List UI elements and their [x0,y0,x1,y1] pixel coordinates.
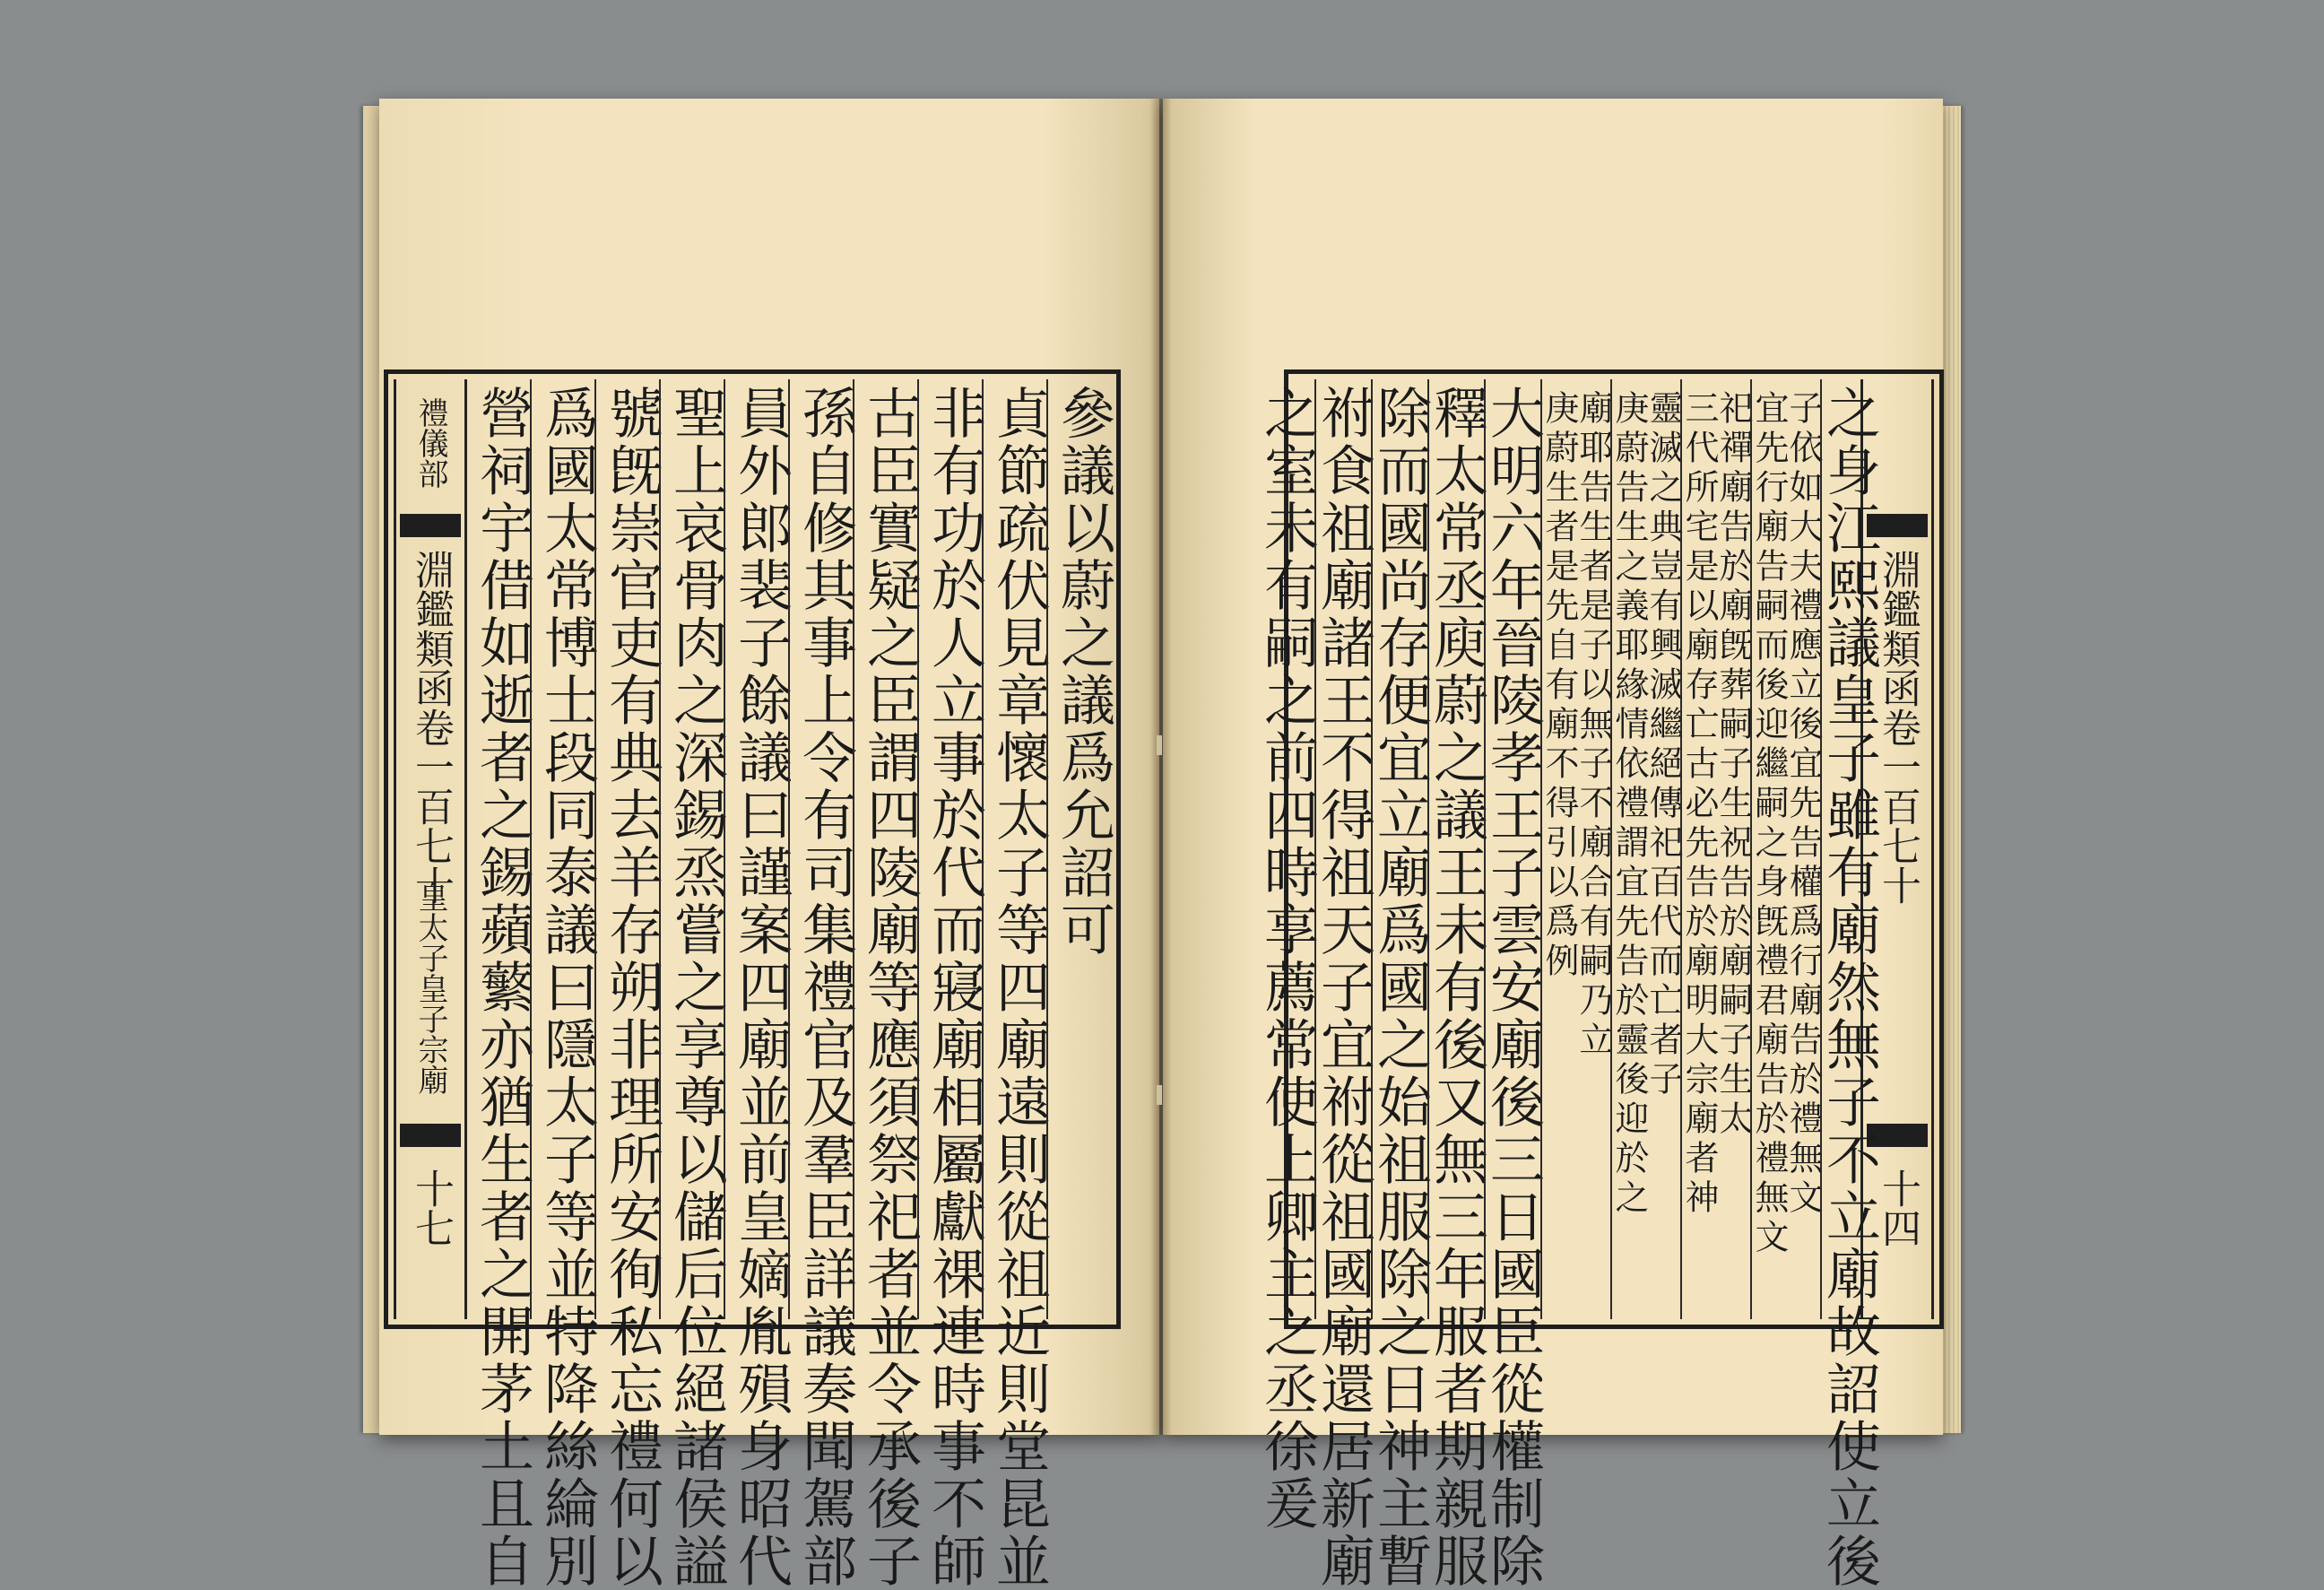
text-column [594,379,663,1590]
binding-stitch [1157,1085,1162,1105]
column-text: 之身江熙議皇子雖有廟然無子不立廟故詔使立後 [1817,385,1881,1590]
column-text: 號旣崇官吏有典去羊存朔非理所安徇私忘禮何以 [600,385,663,1590]
column-text: 貞節疏伏見章懷太子等四廟遠則從祖近則堂昆並 [987,385,1051,1590]
column-text: 古臣實疑之臣謂四陵廟等應須祭祀者並令承後子 [858,385,922,1590]
text-column [1817,379,1881,1590]
fish-tail-mark [400,1124,461,1147]
text-column [467,379,534,1590]
text-column [724,379,793,1590]
annotation-line: 庚蔚告生之義耶緣情依禮謂宜先告於靈後迎於之 [1609,390,1649,1219]
text-column [1368,379,1432,1590]
column-text: 非有功於人立事於代而寢廟相屬獻祼連時事不師 [923,385,986,1590]
text-column [530,379,599,1590]
text-column [982,379,1051,1590]
annotation-column [1609,379,1683,1319]
right-page-stack-edge [1941,106,1961,1433]
annotation-column [1539,379,1613,1319]
column-text: 孫自修其事上令有司集禮官及羣臣詳議奏聞駕部 [793,385,857,1590]
left-fold-margin [394,379,467,1319]
annotation-line: 祀禪廟告於廟旣葬嗣子生祝告於廟嗣子生太 [1713,390,1753,1140]
column-text: 之室未有嗣之前四時享薦常使上卿主之丞徐爰 [1255,385,1319,1533]
column-text: 大明六年晉陵孝王子雲安廟後三日國臣從權制除 [1481,385,1545,1590]
annotation-line: 宜先行廟告嗣而後迎繼嗣之身旣禮君廟告於禮無文 [1749,390,1789,1258]
fish-tail-mark [400,514,461,537]
column-text: 爲國太常博士段同泰議曰隱太子等並特降絲綸別 [535,385,599,1590]
text-column [1481,379,1545,1590]
annotation-line: 庚蔚生者是先自有廟不得引以爲例 [1539,390,1579,982]
margin-folio: 十四 [1875,1169,1921,1247]
annotation-line: 靈滅之典豈有興滅繼絕傳祀百代而亡者子 [1643,390,1683,1100]
text-column [1312,379,1375,1590]
column-text: 參議以蔚之議爲允詔可 [1052,385,1115,959]
column-text: 釋太常丞庾蔚之議王未有後又無三年服者期親服 [1425,385,1488,1590]
annotation-line: 子依如大夫禮應立後宜先告權爲行廟告於禮無文 [1783,390,1823,1219]
margin-volume: 淵鑑類函卷一百七十 [408,550,454,905]
book-gutter [1150,99,1172,1435]
annotation-line: 三代所宅是以廟存亡古必先告於廟明大宗廟者神 [1679,390,1719,1219]
annotation-column [1679,379,1753,1319]
column-text: 除而國尚存便宜立廟爲國之始祖服除之日神主暫 [1368,385,1432,1590]
margin-title: 禮儀部 [412,397,448,489]
left-text-columns [467,379,1115,1590]
right-text-columns [1255,379,1881,1590]
text-column [853,379,922,1590]
left-page-stack-edge [363,106,381,1433]
column-text: 員外郎裴子餘議曰謹案四廟並前皇嫡胤殞身昭代 [729,385,793,1590]
margin-folio: 十七 [408,1169,454,1247]
annotation-column [1749,379,1823,1319]
text-column [788,379,857,1590]
text-column [1046,379,1115,1319]
text-column [1255,379,1319,1533]
right-text-frame [1255,369,1944,1590]
annotation-line: 廟耶告生者是子以無子不廟合有嗣乃立 [1574,390,1613,1061]
text-column [917,379,986,1590]
column-text: 祔食祖廟諸王不得祖天子宜祔從祖國廟還居新廟 [1312,385,1375,1590]
margin-volume: 淵鑑類函卷一百七十 [1875,550,1921,905]
column-text: 聖上哀骨肉之深錫烝嘗之享尊以儲后位絕諸侯謚 [664,385,728,1590]
margin-section: 皇太子皇子宗廟 [412,882,448,1095]
left-text-frame [384,369,1121,1590]
binding-stitch [1157,735,1162,755]
text-column [659,379,728,1590]
text-column [1425,379,1488,1590]
column-text: 營祠宇借如逝者之錫蘋蘩亦猶生者之開茅土且自 [471,385,534,1590]
